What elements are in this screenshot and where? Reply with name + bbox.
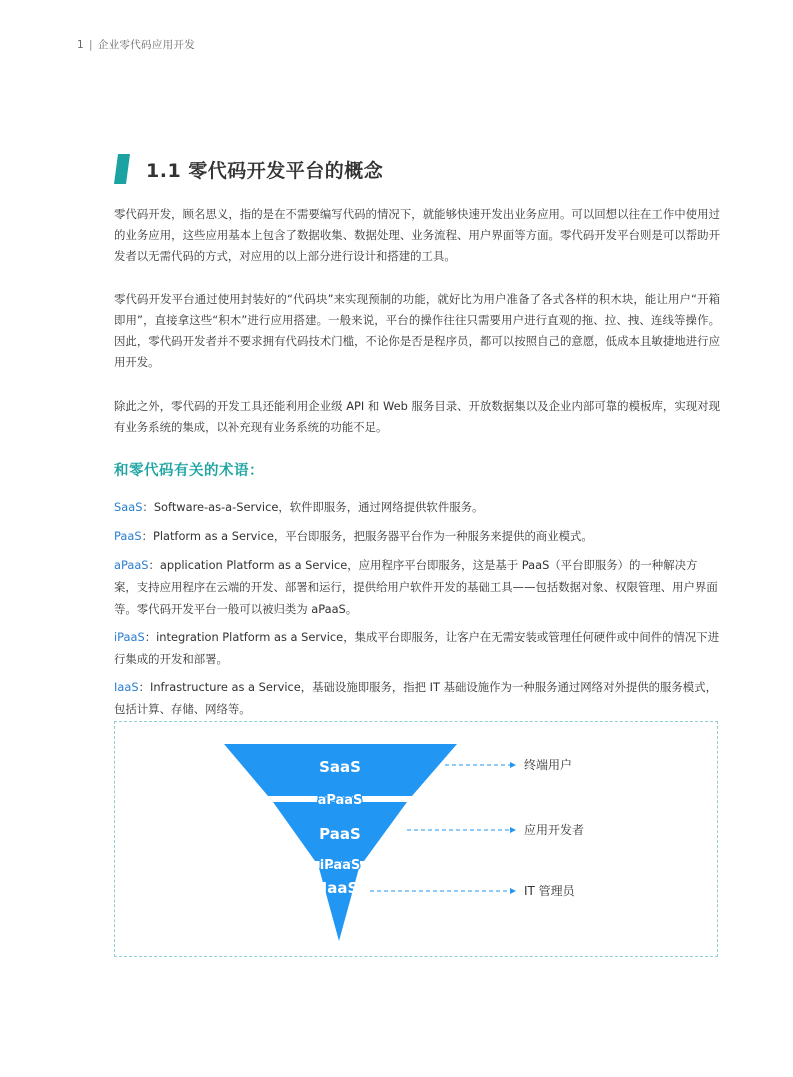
- ipaas-layer-label: iPaaS: [319, 858, 361, 873]
- paas-arrow-icon: [510, 827, 516, 833]
- term-iaas: [114, 676, 720, 720]
- page-number: 1: [77, 39, 84, 51]
- running-header: [77, 37, 195, 52]
- paragraph-intro: 零代码开发，顾名思义，指的是在不需要编写代码的情况下，就能够快速开发出业务应用。可以回想以往在工作中使用过的业务应用，这些应用基本上包含了数据收集、数据处理、业务流程、用户界面等方面。零代码开发平台则是可以帮助开发者以无需代码的方式，对应用的以上部分进行设计和搭建的工具。: [114, 207, 720, 263]
- term-definition: ：Infrastructure as a Service，基础设施即服务，指把 IT 基础设施作为一种服务通过网络对外提供的服务模式，包括计算、存储、网络等。: [114, 680, 717, 716]
- section-title: 1.1 零代码开发平台的概念: [146, 159, 384, 182]
- paragraph-blocks: 零代码开发平台通过使用封装好的“代码块”来实现预制的功能，就好比为用户准备了各式各样的积木块，能让用户“开箱即用”，直接拿这些“积木”进行应用搭建。一般来说，平台的操作往往只需要用户进行直观的拖、拉、拽、连线等操作。因此，零代码开发者并不要求拥有代码技术门槛，不论你是否是程序员，都可以按照自己的意愿，低成本且敏捷地进行应用开发。: [114, 292, 720, 369]
- it-admin-label: IT 管理员: [524, 884, 575, 898]
- paas-layer-label: PaaS: [319, 825, 361, 843]
- section-marker-icon: [114, 154, 130, 184]
- term-paas: [114, 525, 720, 547]
- term-definition: ：integration Platform as a Service，集成平台即服务，让客户在无需安装或管理任何硬件或中间件的情况下进行集成的开发和部署。: [114, 630, 720, 666]
- term-abbr: PaaS: [114, 529, 142, 543]
- section-heading: [114, 154, 383, 184]
- pyramid-svg: [115, 722, 719, 958]
- term-abbr: SaaS: [114, 500, 143, 514]
- service-layer-diagram: [114, 721, 718, 957]
- terms-heading: 和零代码有关的术语：: [114, 463, 264, 479]
- paragraph-integration: 除此之外，零代码的开发工具还能利用企业级 API 和 Web 服务目录、开放数据集以及企业内部可靠的模板库，实现对现有业务系统的集成，以补充现有业务系统的功能不足。: [114, 399, 720, 434]
- term-definition: ：application Platform as a Service，应用程序平台即服务，这是基于 PaaS（平台即服务）的一种解决方案，支持应用程序在云端的开发、部署和运行，提供给用户软件开发的基础工具——包括数据对象、权限管理、用户界面等。零代码开发平台一般可以被归类为 aPaaS。: [114, 558, 718, 616]
- app-developer-label: 应用开发者: [524, 823, 585, 837]
- term-definition: ：Software-as-a-Service，软件即服务，通过网络提供软件服务。: [142, 500, 484, 514]
- term-abbr: iPaaS: [114, 630, 145, 644]
- saas-layer-label: SaaS: [319, 758, 361, 776]
- term-ipaas: [114, 626, 720, 670]
- term-abbr: aPaaS: [114, 558, 149, 572]
- apaas-layer-label: aPaaS: [317, 793, 363, 808]
- term-definition: ：Platform as a Service，平台即服务，把服务器平台作为一种服务来提供的商业模式。: [141, 529, 593, 543]
- term-apaas: [114, 554, 720, 620]
- term-abbr: IaaS: [114, 680, 139, 694]
- book-title: 企业零代码应用开发: [97, 39, 196, 51]
- iaas-layer-label: IaaS: [321, 879, 359, 897]
- iaas-arrow-icon: [510, 888, 516, 894]
- saas-arrow-icon: [510, 762, 516, 768]
- header-separator: |: [88, 39, 93, 51]
- end-user-label: 终端用户: [524, 758, 573, 772]
- term-saas: [114, 496, 720, 518]
